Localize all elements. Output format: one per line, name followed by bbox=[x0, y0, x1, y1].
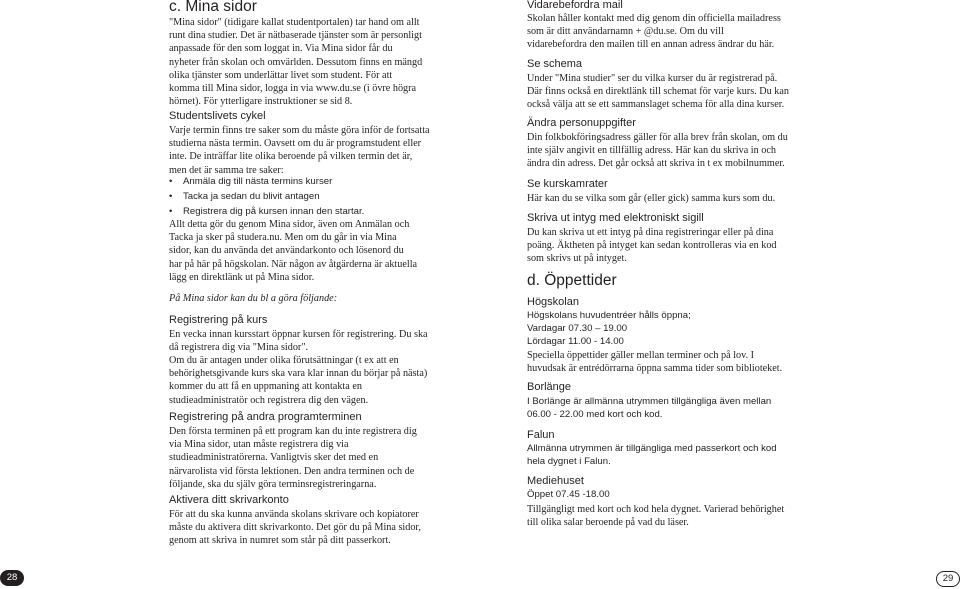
cycle-list bbox=[169, 174, 431, 219]
list-item: • Registrera dig på kursen innan den startar. bbox=[169, 204, 431, 219]
list-item: • Anmäla dig till nästa termins kurser bbox=[169, 174, 431, 189]
mates-heading: Se kurskamrater bbox=[527, 178, 608, 190]
list-item: • Tacka ja sedan du blivit antagen bbox=[169, 189, 431, 204]
fwd-heading: Vidarebefordra mail bbox=[527, 0, 623, 11]
mates-paragraph: Här kan du se vilka som går (eller gick) samma kurs som du. bbox=[527, 193, 776, 204]
hs-heading: Högskolan bbox=[527, 296, 579, 308]
cert-heading: Skriva ut intyg med elektroniskt sigill bbox=[527, 212, 704, 224]
cycle-after-paragraph: Allt detta gör du genom Mina sidor, även om Anmälan och Tacka ja sker på studera.nu. Men om du går in via Mina sidor, kan du använda det användarkonto och lösenord du har på här på högskolan. När någon av åtgärderna är aktuella lägg en direktlänk ut på Mina sidor. bbox=[169, 219, 418, 283]
fal-paragraph: Allmänna utrymmen är tillgängliga med passerkort och kod hela dygnet i Falun. bbox=[527, 443, 777, 467]
cycle-paragraph: Varje termin finns tre saker som du måste göra inför de fortsatta studierna nästa termin. Oavsett om du är programstudent eller inte. De inträffar lite olika beroende på vilken termin det är, men det är samma tre saker: bbox=[169, 125, 430, 176]
sched-paragraph: Under "Mina studier" ser du vilka kurser du är registrerad på. Där finns också en direktlänk till schemat för varje kurs. Du kan också välja att se ett sammanslaget schema för alla dina kurser. bbox=[527, 73, 789, 111]
pers-heading: Ändra personuppgifter bbox=[527, 117, 636, 129]
cert-paragraph: Du kan skriva ut ett intyg på dina registreringar eller på dina poäng. Äktheten på intyget kan sedan kontrolleras via en kod som skrivs ut på intyget. bbox=[527, 227, 777, 265]
sched-heading: Se schema bbox=[527, 58, 583, 70]
hs-line-1: Högskolans huvudentréer hålls öppna; bbox=[527, 310, 691, 321]
section-title-mina-sidor: c. Mina sidor bbox=[169, 0, 257, 15]
print-heading: Aktivera ditt skrivarkonto bbox=[169, 494, 289, 506]
page-number-left: 28 bbox=[0, 570, 24, 586]
section-title-oppettider: d. Öppettider bbox=[527, 272, 617, 289]
reg-paragraph-1: En vecka innan kursstart öppnar kursen för registrering. Du ska då registrera dig via "Mina sidor". bbox=[169, 329, 428, 354]
med-hours: Öppet 07.45 -18.00 bbox=[527, 489, 610, 500]
reg-paragraph-2: Om du är antagen under olika förutsättningar (t ex att en behörighetsgivande kurs ska vara klar innan du börjar på nästa) kommer du att få en uppmaning att kontakta en studieadministratör och registrera dig den vägen. bbox=[169, 355, 428, 406]
reg-heading: Registrering på kurs bbox=[169, 314, 268, 326]
prog-paragraph: Den första terminen på ett program kan du inte registrera dig via Mina sidor, utan måste registrera dig via studieadministratörerna. Vanligtvis sker det med en närvarolista vid första lektionen. Den andra terminen och de följande, ska du själv göra terminsregistreringarna. bbox=[169, 426, 417, 490]
page-number-right: 29 bbox=[936, 571, 960, 587]
hs-line-2: Vardagar 07.30 – 19.00 bbox=[527, 323, 628, 334]
cycle-heading: Studentslivets cykel bbox=[169, 110, 266, 122]
hs-line-3: Lördagar 11.00 - 14.00 bbox=[527, 336, 624, 347]
can-do-caption: På Mina sidor kan du bl a göra följande: bbox=[169, 293, 338, 304]
med-heading: Mediehuset bbox=[527, 475, 584, 487]
print-paragraph: För att du ska kunna använda skolans skrivare och kopiatorer måste du aktivera ditt skrivarkonto. Det gör du på Mina sidor, genom att skriva in numret som står på ditt passerkort. bbox=[169, 509, 421, 547]
med-paragraph: Tillgängligt med kort och kod hela dygnet. Varierad behörighet till olika salar beroende på vad du läser. bbox=[527, 504, 785, 529]
intro-paragraph: "Mina sidor" (tidigare kallat studentportalen) tar hand om allt runt dina studier. Det är nätbaserade tjänster som är personligt anpassade för den som loggat in. Via Mina sidor får du nyheter från skolan och omvärlden. Dessutom finns en mängd olika tjänster som underlättar livet som student. För att komma till Mina sidor, logga in via www.du.se (i övre högra hörnet). För ytterligare instruktioner se sid 8. bbox=[169, 17, 423, 108]
bor-paragraph: I Borlänge är allmänna utrymmen tillgängliga även mellan 06.00 - 22.00 med kort och kod. bbox=[527, 396, 772, 420]
hs-paragraph: Speciella öppettider gäller mellan terminer och på lov. I huvudsak är entrédörrarna öppna samma tider som biblioteket. bbox=[527, 350, 783, 375]
fal-heading: Falun bbox=[527, 429, 555, 441]
prog-heading: Registrering på andra programterminen bbox=[169, 411, 362, 423]
bor-heading: Borlänge bbox=[527, 381, 572, 393]
pers-paragraph: Din folkbokföringsadress gäller för alla brev från skolan, om du inte själv angivit en tillfällig adress. Här kan du skriva in och ändra din adress. Det går också att skriva in t ex mobilnummer. bbox=[527, 132, 788, 170]
fwd-paragraph: Skolan håller kontakt med dig genom din officiella mailadress som är ditt användarnamn + @du.se. Om du vill vidarebefordra den mailen till en annan adress ändrar du här. bbox=[527, 13, 781, 51]
